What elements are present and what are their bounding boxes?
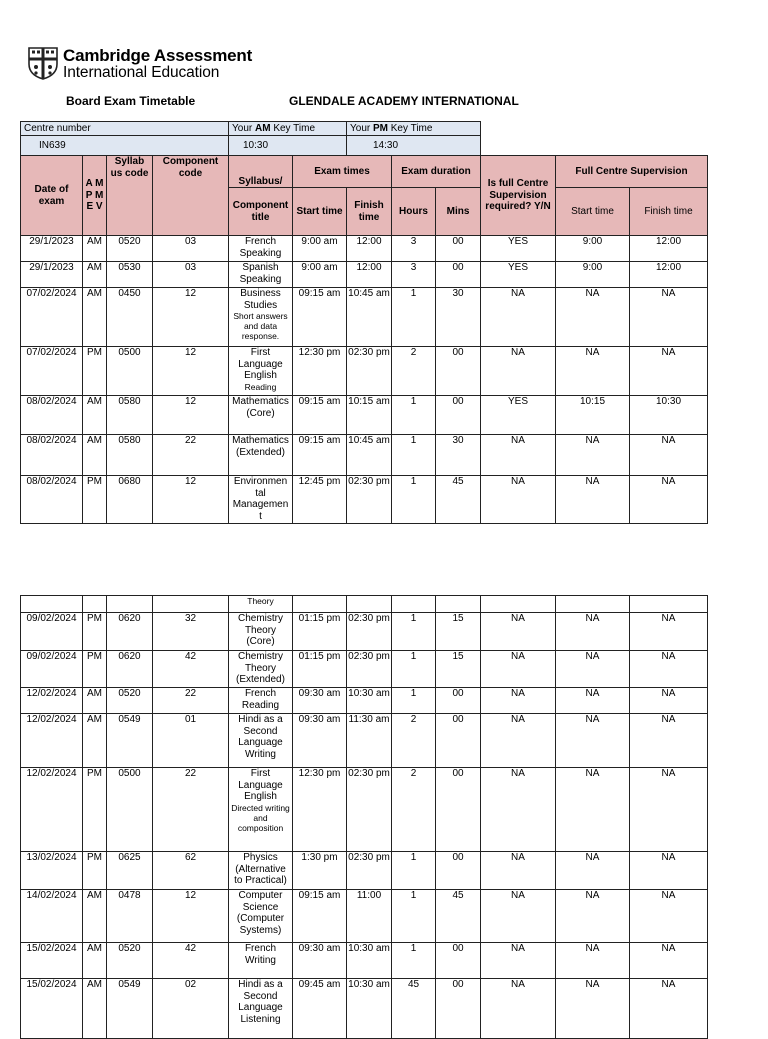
- fcs-start-cell: NA: [556, 435, 630, 476]
- timetable-page-1: [20, 121, 708, 524]
- full-supervision-cell: NA: [481, 979, 556, 1039]
- finish-time-cell: 02:30 pm: [347, 651, 392, 688]
- school-name: GLENDALE ACADEMY INTERNATIONAL: [289, 94, 519, 108]
- component-code-cell: 12: [153, 288, 229, 347]
- col-hours-header: Hours: [392, 188, 436, 236]
- full-supervision-cell: NA: [481, 890, 556, 943]
- fcs-start-cell: NA: [556, 943, 630, 979]
- component-title: Environmen tal Managemen t: [232, 476, 289, 522]
- component-code-cell: 02: [153, 979, 229, 1039]
- table-row: [21, 979, 708, 1039]
- hours-cell: 1: [392, 852, 436, 890]
- full-supervision-cell: NA: [481, 288, 556, 347]
- am-key-time-label: Your AM Key Time: [229, 122, 347, 136]
- col-component-title-header: Component title: [229, 188, 293, 236]
- table-row: [21, 890, 708, 943]
- ampm-cell: PM: [83, 347, 107, 396]
- date-cell: 15/02/2024: [21, 979, 83, 1039]
- start-time-cell: 01:15 pm: [293, 613, 347, 651]
- syllabus-code-cell: 0580: [107, 396, 153, 435]
- syllabus-code-cell: 0520: [107, 688, 153, 714]
- timetable-body-2: [21, 613, 708, 1039]
- fcs-finish-cell: 12:00: [630, 236, 708, 262]
- component-title: Business Studies: [240, 288, 281, 311]
- ampm-cell: AM: [83, 890, 107, 943]
- mins-cell: 00: [436, 347, 481, 396]
- fcs-start-cell: 9:00: [556, 236, 630, 262]
- ampm-cell: AM: [83, 943, 107, 979]
- col-fcs-start-header: Start time: [556, 188, 630, 236]
- full-supervision-required-header: Is full Centre Supervision required? Y/N: [481, 156, 556, 236]
- ampm-cell: AM: [83, 714, 107, 768]
- component-title: Computer Science (Computer Systems): [236, 890, 285, 936]
- mins-cell: 00: [436, 236, 481, 262]
- syllabus-code-cell: 0450: [107, 288, 153, 347]
- document-title: Board Exam Timetable: [66, 94, 196, 108]
- component-code-cell: 42: [153, 651, 229, 688]
- table-row: [21, 236, 708, 262]
- ampm-cell: PM: [83, 476, 107, 524]
- table-row: [21, 347, 708, 396]
- component-code-cell: 22: [153, 435, 229, 476]
- table-row: [21, 651, 708, 688]
- table-row: [21, 262, 708, 288]
- hours-cell: 1: [392, 943, 436, 979]
- fcs-finish-cell: NA: [630, 288, 708, 347]
- hours-cell: 3: [392, 262, 436, 288]
- syllabus-code-cell: 0620: [107, 651, 153, 688]
- ampm-cell: PM: [83, 651, 107, 688]
- fcs-start-cell: NA: [556, 768, 630, 852]
- hours-cell: 1: [392, 613, 436, 651]
- start-time-cell: 9:00 am: [293, 236, 347, 262]
- hours-cell: 1: [392, 651, 436, 688]
- table-row: [21, 476, 708, 524]
- start-time-cell: 12:30 pm: [293, 347, 347, 396]
- component-title-cell: [229, 288, 293, 347]
- component-title: French Speaking: [239, 236, 282, 259]
- table-row: [21, 288, 708, 347]
- hours-cell: 1: [392, 396, 436, 435]
- ampm-cell: AM: [83, 396, 107, 435]
- component-title-cell: [229, 768, 293, 852]
- date-cell: 29/1/2023: [21, 262, 83, 288]
- finish-time-cell: 10:30 am: [347, 688, 392, 714]
- fcs-finish-cell: 10:30: [630, 396, 708, 435]
- component-code-cell: 01: [153, 714, 229, 768]
- fcs-finish-cell: NA: [630, 613, 708, 651]
- mins-cell: 15: [436, 613, 481, 651]
- start-time-cell: 12:30 pm: [293, 768, 347, 852]
- finish-time-cell: 02:30 pm: [347, 347, 392, 396]
- component-code-cell: 32: [153, 613, 229, 651]
- ampm-cell: AM: [83, 979, 107, 1039]
- finish-time-cell: 11:30 am: [347, 714, 392, 768]
- component-title-cell: [229, 943, 293, 979]
- hours-cell: 3: [392, 236, 436, 262]
- syllabus-code-cell: 0625: [107, 852, 153, 890]
- component-code-cell: 42: [153, 943, 229, 979]
- exam-duration-header: Exam duration: [392, 156, 481, 188]
- component-title: Mathematics (Extended): [232, 435, 289, 458]
- full-supervision-cell: YES: [481, 396, 556, 435]
- shield-crest-icon: [28, 47, 58, 80]
- ampm-cell: PM: [83, 768, 107, 852]
- component-title: Physics (Alternative to Practical): [234, 852, 287, 886]
- table-row: [21, 943, 708, 979]
- date-cell: 09/02/2024: [21, 651, 83, 688]
- hours-cell: 45: [392, 979, 436, 1039]
- mins-cell: 00: [436, 262, 481, 288]
- component-title-cell: [229, 396, 293, 435]
- finish-time-cell: 02:30 pm: [347, 476, 392, 524]
- syllabus-code-cell: 0520: [107, 943, 153, 979]
- start-time-cell: 9:00 am: [293, 262, 347, 288]
- full-supervision-cell: NA: [481, 688, 556, 714]
- component-code-cell: 03: [153, 236, 229, 262]
- date-cell: 12/02/2024: [21, 688, 83, 714]
- finish-time-cell: 10:15 am: [347, 396, 392, 435]
- centre-number-label: Centre number: [21, 122, 229, 136]
- col-syllabus-code-header: Syllab us code: [107, 156, 153, 236]
- date-cell: 09/02/2024: [21, 613, 83, 651]
- component-title-cell: [229, 651, 293, 688]
- component-subtitle: Directed writing and composition: [231, 802, 290, 833]
- component-code-cell: 22: [153, 688, 229, 714]
- mins-cell: 30: [436, 288, 481, 347]
- syllabus-code-cell: 0680: [107, 476, 153, 524]
- component-title-cell: [229, 714, 293, 768]
- continuation-cell: Theory: [229, 596, 293, 613]
- syllabus-code-cell: 0500: [107, 768, 153, 852]
- date-cell: 29/1/2023: [21, 236, 83, 262]
- am-key-time-value: 10:30: [229, 136, 347, 156]
- date-cell: 13/02/2024: [21, 852, 83, 890]
- syllabus-code-cell: 0478: [107, 890, 153, 943]
- table-row: [21, 688, 708, 714]
- finish-time-cell: 02:30 pm: [347, 613, 392, 651]
- date-cell: 14/02/2024: [21, 890, 83, 943]
- pm-key-time-label: Your PM Key Time: [347, 122, 481, 136]
- full-supervision-cell: NA: [481, 714, 556, 768]
- table-row: [21, 396, 708, 435]
- fcs-finish-cell: NA: [630, 435, 708, 476]
- syllabus-code-cell: 0530: [107, 262, 153, 288]
- col-finish-time-header: Finish time: [347, 188, 392, 236]
- fcs-start-cell: NA: [556, 979, 630, 1039]
- start-time-cell: 12:45 pm: [293, 476, 347, 524]
- full-supervision-cell: NA: [481, 768, 556, 852]
- date-cell: 08/02/2024: [21, 396, 83, 435]
- start-time-cell: 09:15 am: [293, 396, 347, 435]
- fcs-finish-cell: NA: [630, 852, 708, 890]
- mins-cell: 45: [436, 476, 481, 524]
- hours-cell: 1: [392, 890, 436, 943]
- logo-line-2: International Education: [63, 64, 220, 81]
- ampm-cell: AM: [83, 262, 107, 288]
- col-syllabus-header: Syllabus/: [229, 156, 293, 188]
- fcs-finish-cell: NA: [630, 476, 708, 524]
- component-title-cell: [229, 852, 293, 890]
- fcs-finish-cell: NA: [630, 714, 708, 768]
- start-time-cell: 09:15 am: [293, 890, 347, 943]
- ampm-cell: PM: [83, 613, 107, 651]
- start-time-cell: 09:45 am: [293, 979, 347, 1039]
- col-fcs-finish-header: Finish time: [630, 188, 708, 236]
- start-time-cell: 09:30 am: [293, 688, 347, 714]
- mins-cell: 00: [436, 396, 481, 435]
- full-supervision-cell: NA: [481, 347, 556, 396]
- table-row: [21, 768, 708, 852]
- fcs-start-cell: NA: [556, 890, 630, 943]
- component-code-cell: 12: [153, 396, 229, 435]
- component-title: Mathematics (Core): [232, 396, 289, 419]
- timetable-body-1: [21, 236, 708, 524]
- component-title: First Language English: [238, 347, 283, 381]
- table-row: [21, 613, 708, 651]
- date-cell: 12/02/2024: [21, 768, 83, 852]
- fcs-finish-cell: 12:00: [630, 262, 708, 288]
- full-supervision-cell: YES: [481, 262, 556, 288]
- mins-cell: 15: [436, 651, 481, 688]
- date-cell: 08/02/2024: [21, 476, 83, 524]
- timetable-page-2: [20, 595, 708, 1039]
- start-time-cell: 09:15 am: [293, 288, 347, 347]
- mins-cell: 00: [436, 768, 481, 852]
- fcs-start-cell: NA: [556, 613, 630, 651]
- mins-cell: 00: [436, 852, 481, 890]
- fcs-start-cell: 10:15: [556, 396, 630, 435]
- ampm-cell: AM: [83, 435, 107, 476]
- fcs-finish-cell: NA: [630, 979, 708, 1039]
- start-time-cell: 1:30 pm: [293, 852, 347, 890]
- full-supervision-cell: NA: [481, 476, 556, 524]
- full-supervision-cell: NA: [481, 943, 556, 979]
- fcs-finish-cell: NA: [630, 768, 708, 852]
- mins-cell: 30: [436, 435, 481, 476]
- component-title-cell: [229, 262, 293, 288]
- date-cell: 15/02/2024: [21, 943, 83, 979]
- fcs-finish-cell: NA: [630, 943, 708, 979]
- mins-cell: 00: [436, 979, 481, 1039]
- full-supervision-cell: NA: [481, 852, 556, 890]
- component-title: Spanish Speaking: [239, 262, 282, 285]
- full-supervision-cell: NA: [481, 651, 556, 688]
- finish-time-cell: 02:30 pm: [347, 768, 392, 852]
- fcs-start-cell: NA: [556, 347, 630, 396]
- component-title-cell: [229, 236, 293, 262]
- component-title-cell: [229, 347, 293, 396]
- date-cell: 07/02/2024: [21, 288, 83, 347]
- fcs-start-cell: 9:00: [556, 262, 630, 288]
- ampm-cell: AM: [83, 236, 107, 262]
- full-supervision-cell: NA: [481, 435, 556, 476]
- hours-cell: 2: [392, 768, 436, 852]
- component-code-cell: 62: [153, 852, 229, 890]
- exam-times-header: Exam times: [293, 156, 392, 188]
- mins-cell: 00: [436, 688, 481, 714]
- component-title: Chemistry Theory (Core): [237, 613, 283, 647]
- component-code-cell: 12: [153, 890, 229, 943]
- fcs-start-cell: NA: [556, 651, 630, 688]
- component-title: Hindi as a Second Language Writing: [238, 714, 283, 760]
- component-subtitle: Short answers and data response.: [233, 311, 288, 341]
- fcs-start-cell: NA: [556, 714, 630, 768]
- date-cell: 08/02/2024: [21, 435, 83, 476]
- finish-time-cell: 02:30 pm: [347, 852, 392, 890]
- syllabus-code-cell: 0500: [107, 347, 153, 396]
- start-time-cell: 09:15 am: [293, 435, 347, 476]
- full-centre-supervision-header: Full Centre Supervision: [556, 156, 708, 188]
- finish-time-cell: 10:45 am: [347, 435, 392, 476]
- finish-time-cell: 12:00: [347, 236, 392, 262]
- full-supervision-cell: YES: [481, 236, 556, 262]
- component-title-cell: [229, 613, 293, 651]
- table-row: [21, 852, 708, 890]
- component-title: First Language English: [238, 768, 283, 802]
- mins-cell: 00: [436, 943, 481, 979]
- start-time-cell: 01:15 pm: [293, 651, 347, 688]
- ampm-cell: PM: [83, 852, 107, 890]
- syllabus-code-cell: 0549: [107, 979, 153, 1039]
- component-title-cell: [229, 688, 293, 714]
- finish-time-cell: 10:30 am: [347, 979, 392, 1039]
- component-title: French Reading: [241, 688, 280, 711]
- table-row: [21, 714, 708, 768]
- component-title-cell: [229, 979, 293, 1039]
- logo-line-1: Cambridge Assessment: [63, 46, 253, 65]
- fcs-start-cell: NA: [556, 852, 630, 890]
- date-cell: 12/02/2024: [21, 714, 83, 768]
- fcs-start-cell: NA: [556, 688, 630, 714]
- component-title: Hindi as a Second Language Listening: [238, 979, 283, 1025]
- ampm-cell: AM: [83, 688, 107, 714]
- component-title-cell: [229, 435, 293, 476]
- finish-time-cell: 11:00: [347, 890, 392, 943]
- centre-number-value: IN639: [21, 136, 229, 156]
- hours-cell: 1: [392, 288, 436, 347]
- component-title: Chemistry Theory (Extended): [236, 651, 285, 685]
- fcs-start-cell: NA: [556, 476, 630, 524]
- col-mins-header: Mins: [436, 188, 481, 236]
- component-code-cell: 03: [153, 262, 229, 288]
- hours-cell: 1: [392, 435, 436, 476]
- fcs-finish-cell: NA: [630, 651, 708, 688]
- component-code-cell: 12: [153, 347, 229, 396]
- cambridge-logo: [28, 47, 252, 81]
- fcs-start-cell: NA: [556, 288, 630, 347]
- start-time-cell: 09:30 am: [293, 714, 347, 768]
- fcs-finish-cell: NA: [630, 890, 708, 943]
- hours-cell: 1: [392, 476, 436, 524]
- col-start-time-header: Start time: [293, 188, 347, 236]
- finish-time-cell: 12:00: [347, 262, 392, 288]
- mins-cell: 00: [436, 714, 481, 768]
- finish-time-cell: 10:45 am: [347, 288, 392, 347]
- col-component-code-header: Component code: [153, 156, 229, 236]
- fcs-finish-cell: NA: [630, 688, 708, 714]
- hours-cell: 2: [392, 347, 436, 396]
- syllabus-code-cell: 0620: [107, 613, 153, 651]
- col-date-header: Date of exam: [21, 156, 83, 236]
- component-title-cell: [229, 890, 293, 943]
- mins-cell: 45: [436, 890, 481, 943]
- syllabus-code-cell: 0580: [107, 435, 153, 476]
- hours-cell: 1: [392, 688, 436, 714]
- component-title-cell: [229, 476, 293, 524]
- date-cell: 07/02/2024: [21, 347, 83, 396]
- component-subtitle: Reading: [244, 381, 277, 392]
- pm-key-time-value: 14:30: [347, 136, 481, 156]
- col-ampm-header: A M P M E V: [83, 156, 107, 236]
- start-time-cell: 09:30 am: [293, 943, 347, 979]
- component-title: French Writing: [244, 943, 277, 966]
- ampm-cell: AM: [83, 288, 107, 347]
- hours-cell: 2: [392, 714, 436, 768]
- fcs-finish-cell: NA: [630, 347, 708, 396]
- component-code-cell: 22: [153, 768, 229, 852]
- syllabus-code-cell: 0549: [107, 714, 153, 768]
- syllabus-code-cell: 0520: [107, 236, 153, 262]
- finish-time-cell: 10:30 am: [347, 943, 392, 979]
- component-code-cell: 12: [153, 476, 229, 524]
- full-supervision-cell: NA: [481, 613, 556, 651]
- table-row: [21, 435, 708, 476]
